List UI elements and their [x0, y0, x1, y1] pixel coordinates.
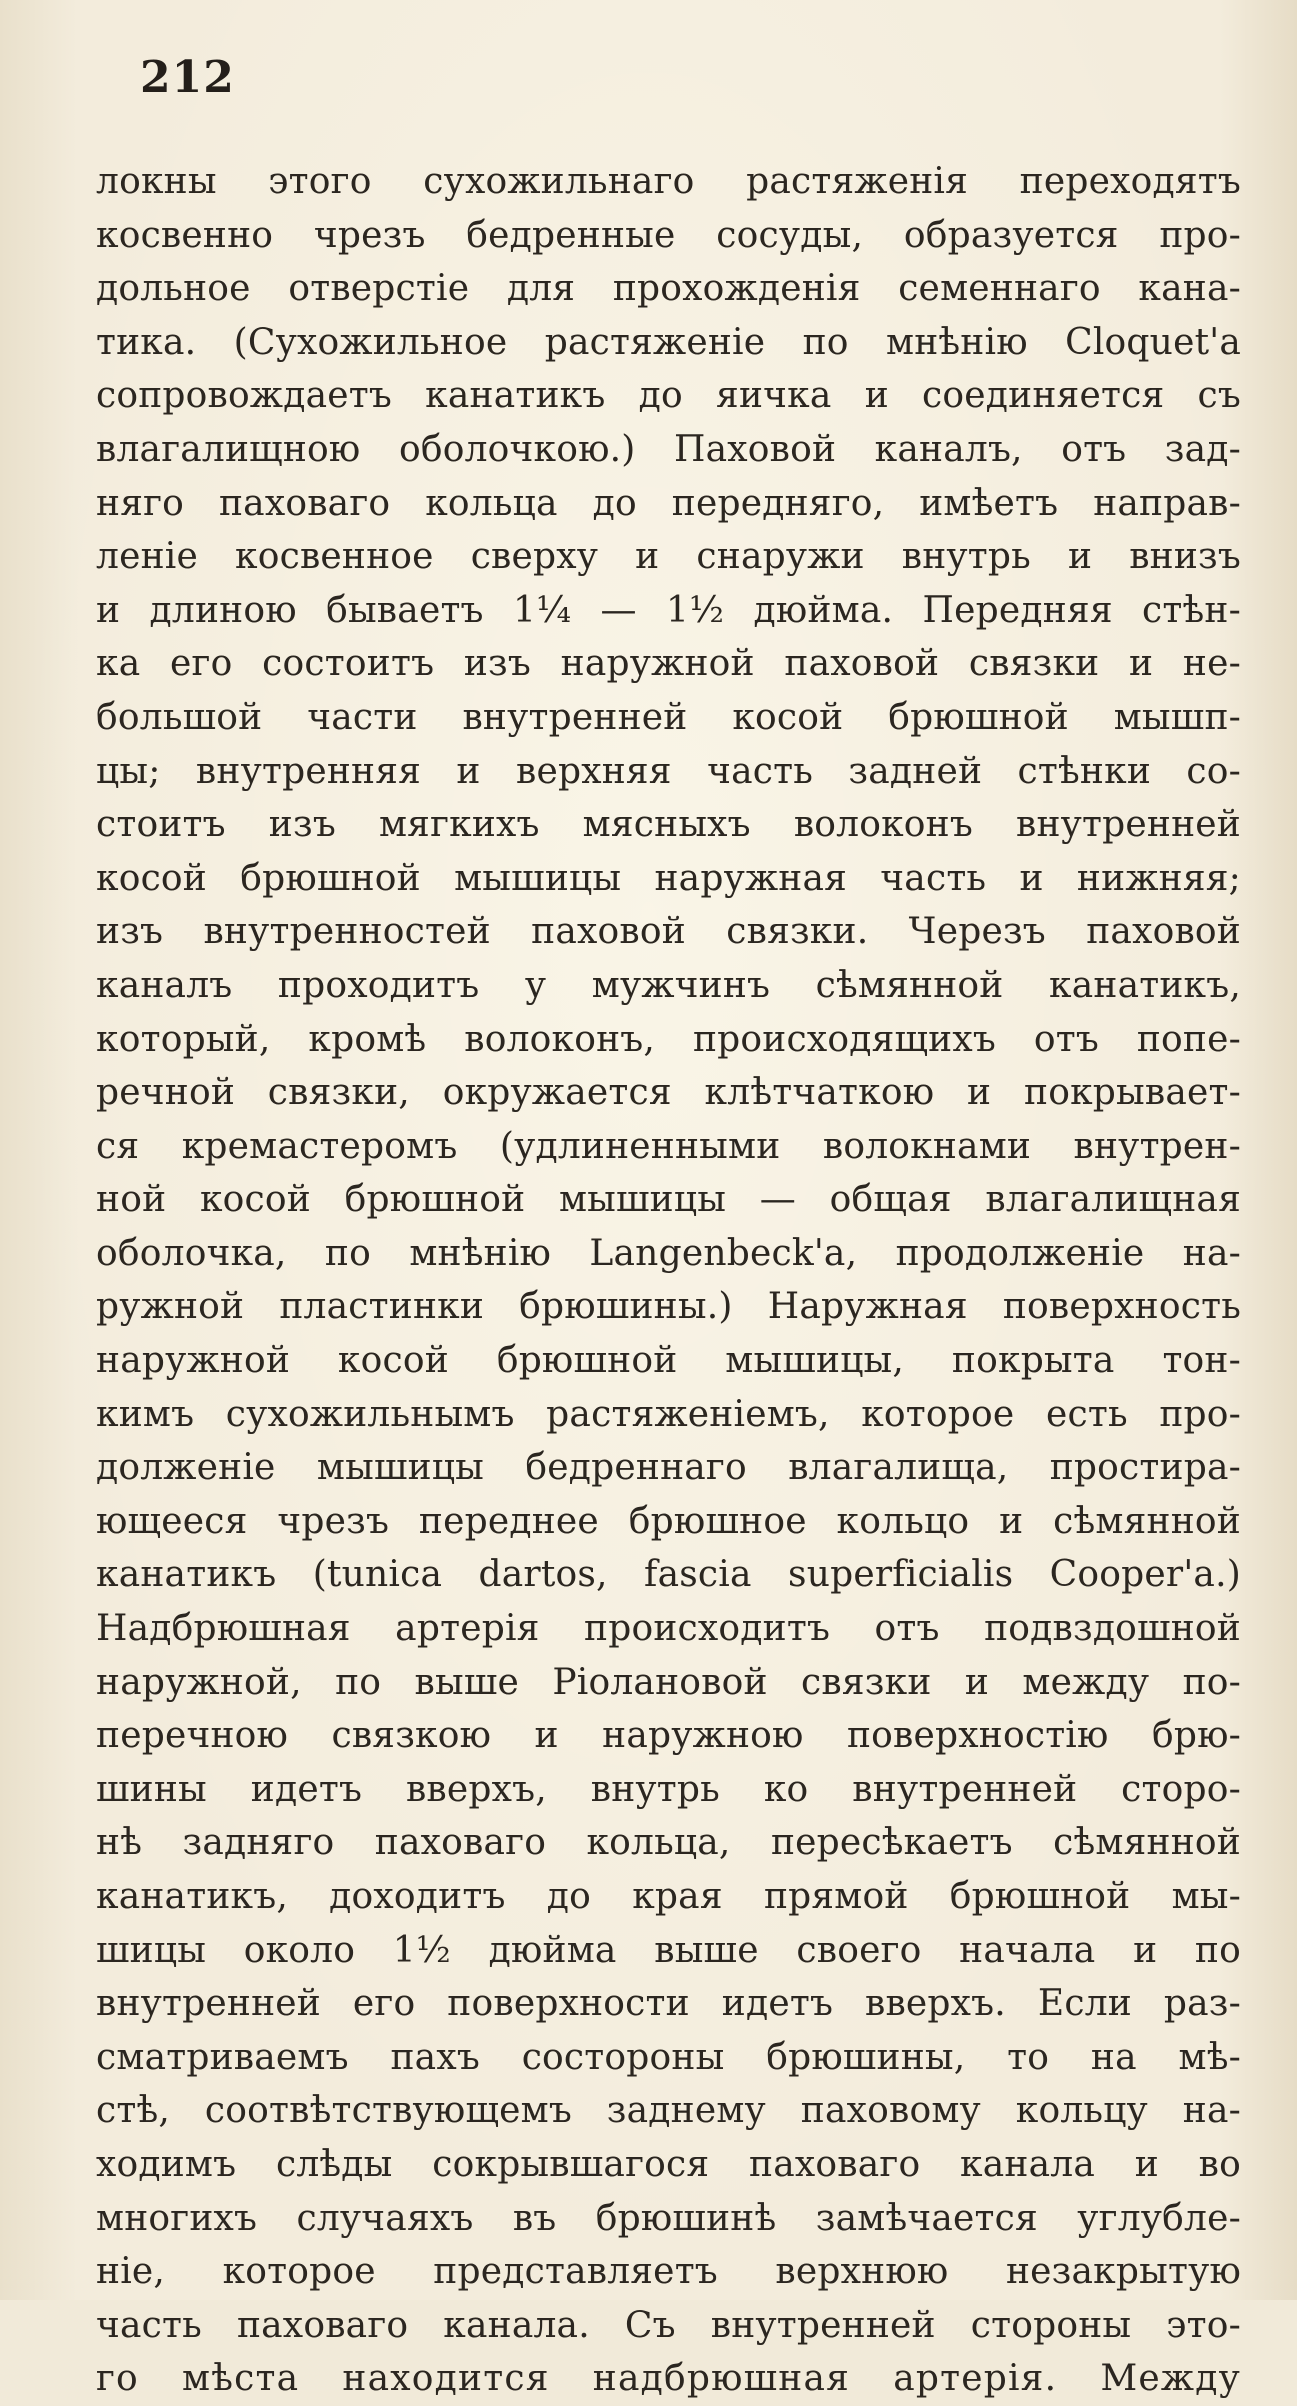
text-line: который, кромѣ волоконъ, происходящихъ отъ попе- [96, 1018, 1241, 1060]
text-line: ка его состоитъ изъ наружной паховой связки и не- [96, 643, 1241, 685]
text-line: канатикъ (tunica dartos, fascia superficialis Cooper'а.) [96, 1554, 1241, 1596]
text-line: косвенно чрезъ бедренные сосуды, образуется про- [96, 214, 1241, 256]
text-line: шины идетъ вверхъ, внутрь ко внутренней сторо- [96, 1768, 1241, 1810]
text-line: кимъ сухожильнымъ растяженіемъ, которое есть про- [96, 1393, 1241, 1435]
text-line: Надбрюшная артерія происходитъ отъ подвздошной [96, 1608, 1241, 1650]
text-line: многихъ случаяхъ въ брюшинѣ замѣчается углубле- [96, 2197, 1241, 2239]
text-line: го мѣста находится надбрюшная артерія. Между [96, 2358, 1241, 2400]
text-line: шицы около 1½ дюйма выше своего начала и по [96, 1929, 1241, 1971]
text-line: речной связки, окружается клѣтчаткою и покрывает- [96, 1072, 1241, 1114]
text-line: сматриваемъ пахъ состороны брюшины, то на мѣ- [96, 2036, 1241, 2078]
text-line: большой части внутренней косой брюшной мышп- [96, 696, 1241, 738]
text-line: внутренней его поверхности идетъ вверхъ. Если раз- [96, 1983, 1241, 2025]
page-number: 212 [140, 52, 235, 103]
text-line: влагалищною оболочкою.) Паховой каналъ, отъ зад- [96, 428, 1241, 470]
text-line: долженіе мышицы бедреннаго влагалища, простира- [96, 1447, 1241, 1489]
text-line: дольное отверстіе для прохожденія семеннаго кана- [96, 268, 1241, 310]
text-line: леніе косвенное сверху и снаружи внутрь и внизъ [96, 536, 1241, 578]
text-line: тика. (Сухожильное растяженіе по мнѣнію Cloquet'а [96, 321, 1241, 363]
text-line: локны этого сухожильнаго растяженія переходятъ [96, 161, 1241, 202]
text-line: изъ внутренностей паховой связки. Черезъ паховой [96, 911, 1241, 953]
text-line: сопровождаетъ канатикъ до яичка и соединяется съ [96, 375, 1241, 417]
text-line: ся кремастеромъ (удлиненными волокнами внутрен- [96, 1125, 1241, 1167]
text-line: наружной косой брюшной мышицы, покрыта тон- [96, 1340, 1241, 1382]
text-line: ніе, которое представляетъ верхнюю незакрытую [96, 2251, 1241, 2293]
text-body [96, 155, 1241, 2406]
text-line: косой брюшной мышицы наружная часть и нижняя; [96, 857, 1241, 899]
text-line: перечною связкою и наружною поверхностію брю- [96, 1715, 1241, 1757]
text-line: стоитъ изъ мягкихъ мясныхъ волоконъ внутренней [96, 804, 1241, 846]
text-line: каналъ проходитъ у мужчинъ сѣмянной канатикъ, [96, 964, 1241, 1006]
text-line: ходимъ слѣды сокрывшагося паховаго канала и во [96, 2143, 1241, 2185]
text-line: ной косой брюшной мышицы — общая влагалищная [96, 1179, 1241, 1221]
text-line: ющееся чрезъ переднее брюшное кольцо и сѣмянной [96, 1500, 1241, 1542]
text-line: и длиною бываетъ 1¼ — 1½ дюйма. Передняя стѣн- [96, 589, 1241, 631]
text-line: нѣ задняго паховаго кольца, пересѣкаетъ сѣмянной [96, 1822, 1241, 1864]
text-line: наружной, по выше Pіолановой связки и между по- [96, 1661, 1241, 1703]
text-line: няго паховаго кольца до передняго, имѣетъ направ- [96, 482, 1241, 524]
text-line: ружной пластинки брюшины.) Наружная поверхность [96, 1286, 1241, 1328]
text-line: стѣ, соотвѣтствующемъ заднему паховому кольцу на- [96, 2090, 1241, 2132]
text-line: канатикъ, доходитъ до края прямой брюшной мы- [96, 1876, 1241, 1917]
text-line: оболочка, по мнѣнію Langenbeck'а, продолженіе на- [96, 1232, 1241, 1274]
text-line: цы; внутренняя и верхняя часть задней стѣнки со- [96, 750, 1241, 792]
text-line: часть паховаго канала. Съ внутренней стороны это- [96, 2304, 1241, 2346]
